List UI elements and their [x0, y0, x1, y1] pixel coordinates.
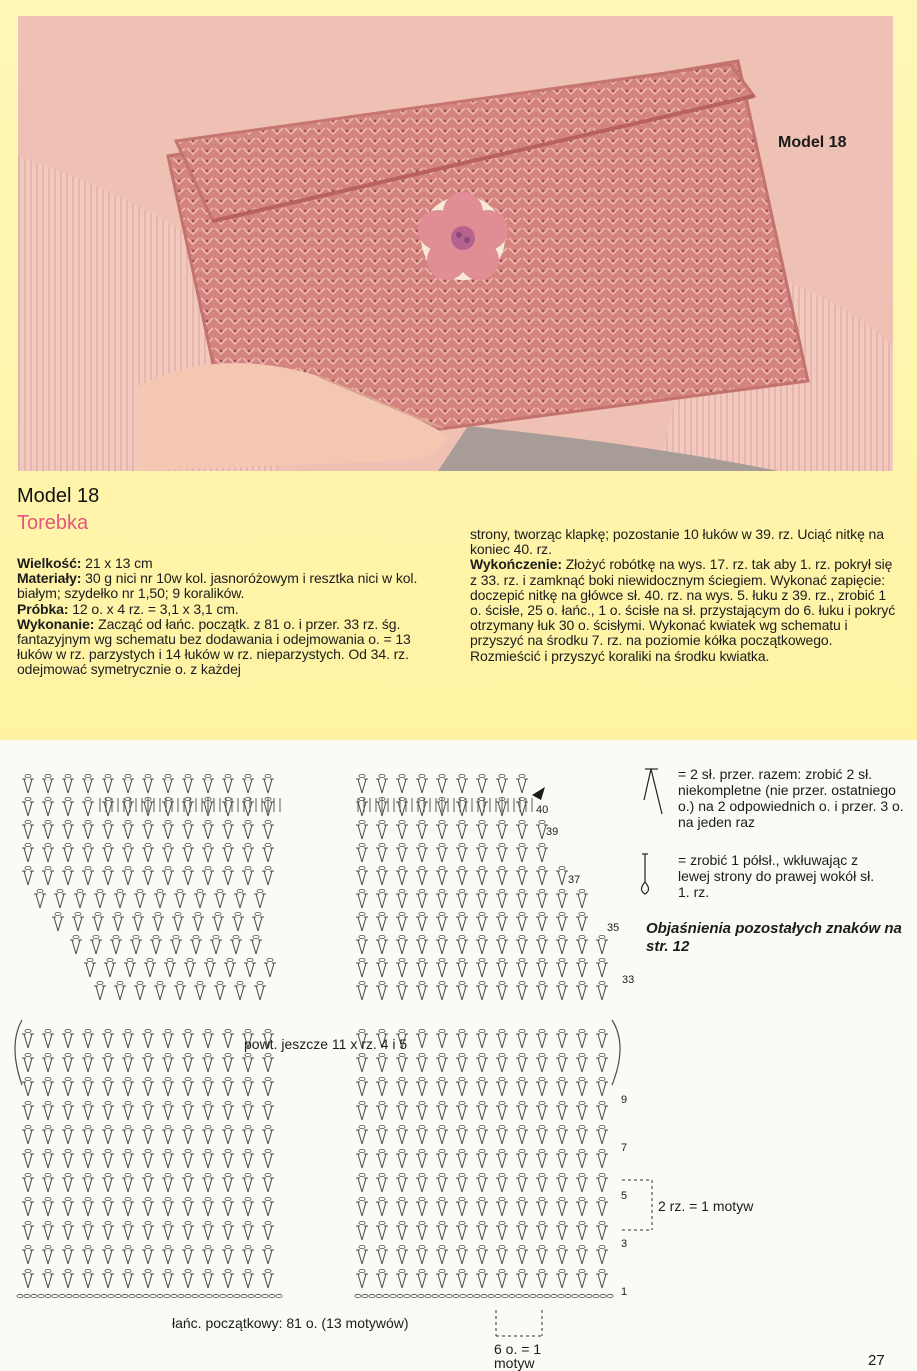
- photo-model-label: Model 18: [778, 134, 847, 151]
- repeat-brace-right: [612, 1020, 620, 1085]
- foundation-chain-label: łańc. początkowy: 81 o. (13 motywów): [172, 1315, 409, 1331]
- legend-symbol-post-stitch-icon: [642, 854, 649, 894]
- stitch-row-left-bottom: [22, 1101, 274, 1120]
- sample-paragraph: Próbka: 12 o. x 4 rz. = 3,1 x 3,1 cm.: [17, 600, 239, 617]
- legend-note: Objaśnienia pozostałych znaków na str. 12: [646, 920, 902, 955]
- continuation-paragraph: strony, tworząc klapkę; pozostanie 10 łuków w 39. rz. Uciąć nitkę na koniec 40. rz.: [470, 526, 884, 558]
- product-photo: [18, 16, 893, 471]
- stitch-row-left-top: [94, 981, 266, 1000]
- stitch-row-right-bottom: [356, 1101, 608, 1120]
- stitch-row-left-bottom: [22, 1125, 274, 1144]
- stitch-row-right-top: [356, 774, 528, 793]
- stitch-row-left-top: [22, 820, 274, 839]
- instructions-right-column: [470, 527, 898, 664]
- stitch-row-left-top: [22, 866, 274, 885]
- stitch-row-right-top: [356, 935, 608, 954]
- stitch-row-left-bottom: [22, 1029, 274, 1048]
- stitch-row-right-bottom: [356, 1077, 608, 1096]
- row-number-35: 35: [607, 922, 620, 934]
- stitch-row-left-top: [34, 889, 266, 908]
- stitch-row-left-top: [52, 912, 264, 931]
- stitch-row-left-bottom: [22, 1245, 274, 1264]
- motif-height-bracket: [622, 1180, 652, 1230]
- row-number-40: 40: [536, 804, 549, 816]
- legend-item-post-stitch: = zrobić 1 półsł., wkłuwając z lewej strony do prawej wokół sł. 1. rz.: [678, 852, 875, 900]
- stitch-row-left-top: [22, 843, 274, 862]
- row-number-5: 5: [621, 1190, 628, 1202]
- stitch-row-left-bottom: [22, 1197, 274, 1216]
- motif-width-bracket: [496, 1310, 542, 1336]
- stitch-row-left-bottom: [22, 1149, 274, 1168]
- crochet-chart: [0, 740, 917, 1371]
- row-number-3: 3: [621, 1238, 628, 1250]
- stitch-row-right-bottom: [356, 1197, 608, 1216]
- stitch-row-right-top: [356, 843, 548, 862]
- stitch-row-right-bottom: [356, 1149, 608, 1168]
- model-subtitle: Torebka: [17, 512, 89, 534]
- stitch-row-right-top: [356, 889, 588, 908]
- legend-symbol-decrease-icon: [644, 769, 662, 814]
- stitch-row-right-top: [356, 820, 548, 839]
- execution-paragraph: Wykonanie: Zacząć od łańc. początk. z 81 o. i przer. 33 rz. śg. fantazyjnym wg schematu bez dodawania i odejmowania o. = 13 łuków w rz. parzystych i 14 łuków w rz. nieparzystych. Od 34. rz. odejmować symetrycznie o. z każdej: [17, 615, 411, 678]
- finishing-paragraph: Wykończenie: Złożyć robótkę na wys. 17. rz. tak aby 1. rz. pokrył się z 33. rz. i zamknąć boki niewidocznym ściegiem. Wykonać zapięcie: doczepić nitkę na główce sł. 40. rz. na wys. 5. łuku z 39. rz., zrobić 1 o. ścisłe, 25 o. łańc., 1 o. ścisłe na sł. przystającym do 6. łuku i pokryć otrzymany łuk 30 o. ścisłymi. Wykonać kwiatek wg schematu i przyszyć na środku 7. rz. na poziomie kółka początkowego. Rozmieścić i przyszyć koraliki na środku kwiatka.: [470, 556, 896, 664]
- row-number-1: 1: [621, 1286, 628, 1298]
- instructions-left-column: [17, 556, 445, 678]
- stitch-row-left-top: [84, 958, 276, 977]
- model-title: Model 18: [17, 485, 100, 507]
- stitch-row-right-top: [356, 866, 568, 885]
- stitch-row-left-bottom: [22, 1053, 274, 1072]
- stitch-row-left-top: [70, 935, 262, 954]
- stitch-row-left-top: [22, 774, 274, 793]
- page-number: 27: [868, 1352, 885, 1369]
- materials-paragraph: Materiały: 30 g nici nr 10w kol. jasnoróżowym i resztka nici w kol. białym; szydełko nr 1,50; 9 koralików.: [17, 570, 418, 602]
- motif-height-label: 2 rz. = 1 motyw: [658, 1198, 754, 1214]
- row-number-37: 37: [568, 874, 581, 886]
- stitch-row-left-bottom: [22, 1077, 274, 1096]
- stitch-row-right-bottom: [356, 1173, 608, 1192]
- stitch-row-right-bottom: [356, 1053, 608, 1072]
- legend-item-decrease: = 2 sł. przer. razem: zrobić 2 sł. niekompletne (nie przer. ostatniego o.) na 2 odpowiednich o. i przer. 3 o. na jeden raz: [678, 766, 904, 830]
- stitch-row-right-bottom: [356, 1221, 608, 1240]
- stitch-row-left-bottom: [22, 1221, 274, 1240]
- repeat-brace-left: [15, 1020, 22, 1085]
- row-number-7: 7: [621, 1142, 628, 1154]
- stitch-row-right-top: [356, 981, 608, 1000]
- stitch-row-right-top: [356, 958, 608, 977]
- repeat-label: powt. jeszcze 11 x rz. 4 i 5: [244, 1036, 408, 1052]
- clutch-illustration: [18, 16, 893, 471]
- end-arrow-icon: [532, 787, 545, 800]
- motif-width-label: 6 o. = 1 motyw: [494, 1341, 542, 1371]
- row-number-39: 39: [546, 826, 559, 838]
- stitch-row-right-bottom: [356, 1125, 608, 1144]
- foundation-chain-left: [17, 1294, 282, 1297]
- stitch-row-right-bottom: [356, 1245, 608, 1264]
- row-number-33: 33: [622, 974, 635, 986]
- row-number-9: 9: [621, 1094, 628, 1106]
- size-paragraph: Wielkość: 21 x 13 cm: [17, 555, 153, 571]
- stitch-row-right-top: [356, 912, 588, 931]
- stitch-row-right-bottom: [356, 1269, 608, 1288]
- stitch-row-left-bottom: [22, 1173, 274, 1192]
- stitch-row-left-bottom: [22, 1269, 274, 1288]
- foundation-chain-right: [355, 1294, 613, 1297]
